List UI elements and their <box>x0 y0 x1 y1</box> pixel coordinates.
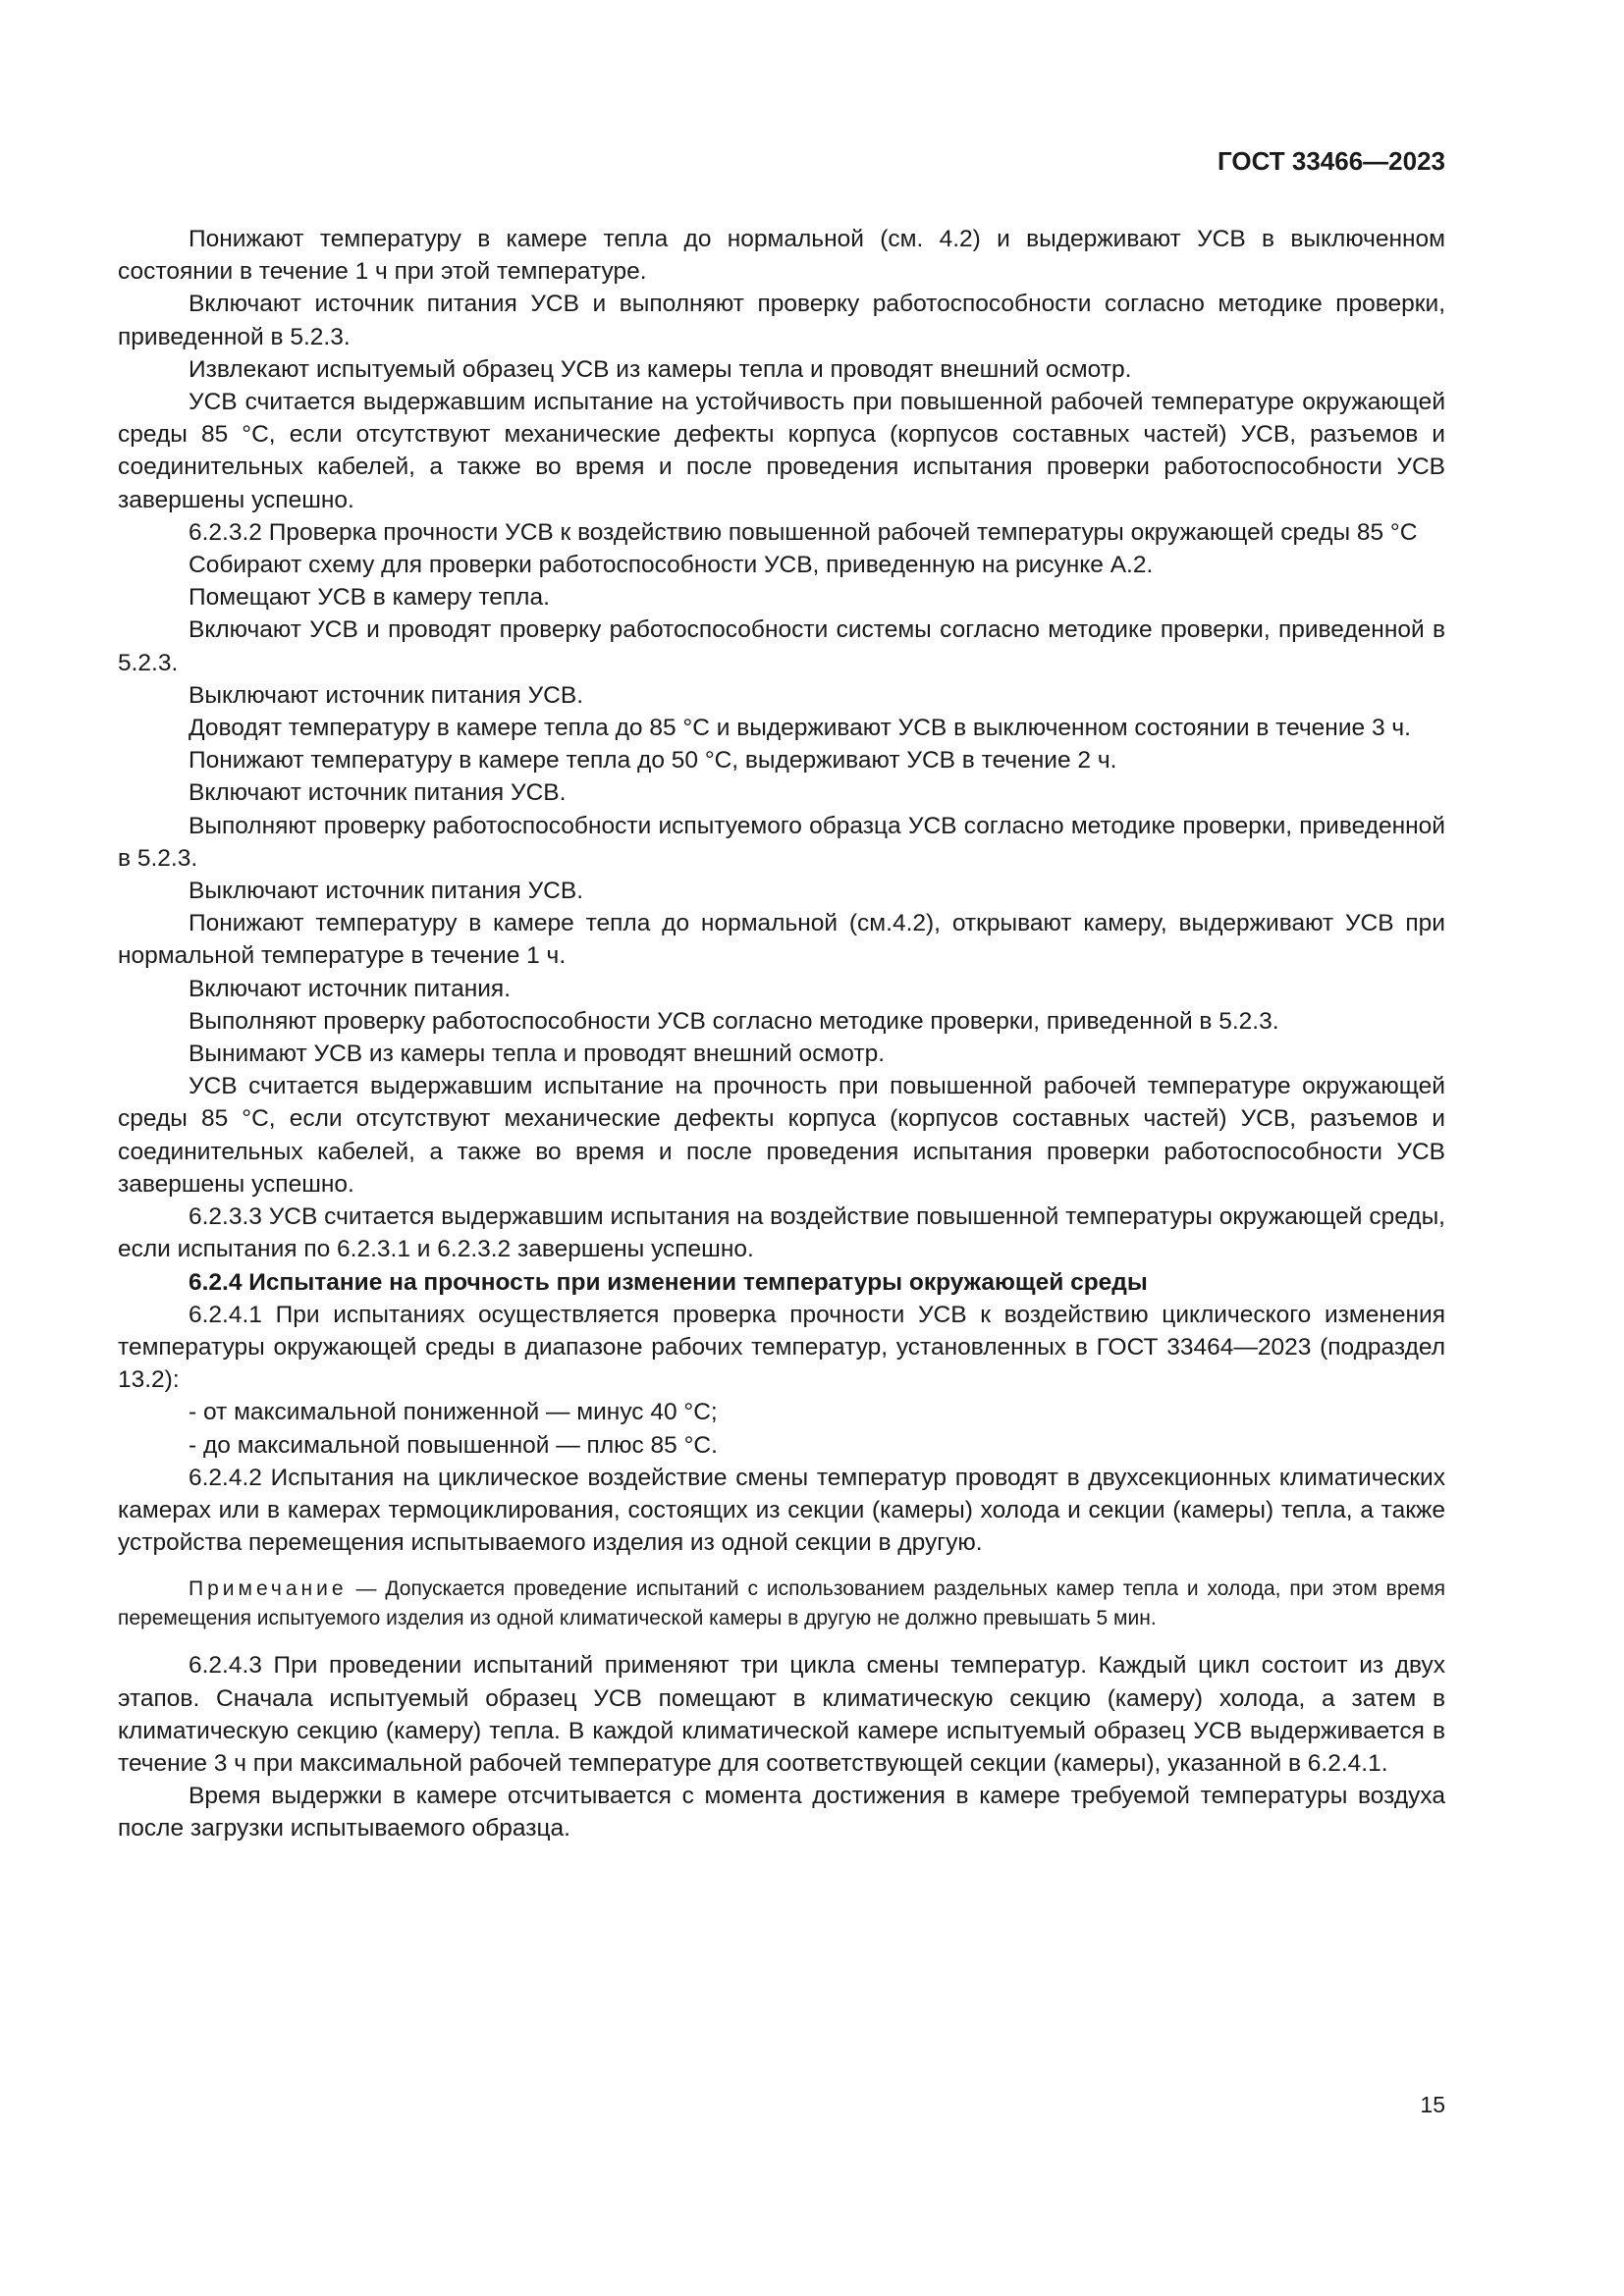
list-item-max-temp: - до максимальной повышенной — плюс 85 °С. <box>189 1431 718 1459</box>
paragraph-strength-criterion: УСВ считается выдержавшим испытание на прочность при повышенной рабочей температуре окружающей среды 85 °С, если отсутствуют механические дефекты корпуса (корпусов составных частей) УСВ, разъемов и соединительных кабелей, а также во время и после проведения испытания проверки работоспособности УСВ завершены успешно. <box>118 1073 1445 1198</box>
clause-6-2-4-2: 6.2.4.2 Испытания на циклическое воздействие смены температур проводят в двухсекционных климатических камерах или в камерах термоциклирования, состоящих из секции (камеры) холода и секции (камеры) тепла, а также устройства перемещения испытываемого изделия из одной секции в другую. <box>118 1464 1445 1557</box>
clause-6-2-3-3: 6.2.3.3 УСВ считается выдержавшим испытания на воздействие повышенной температуры окружающей среды, если испытания по 6.2.3.1 и 6.2.3.2 завершены успешно. <box>118 1203 1445 1263</box>
paragraph-open-chamber: Понижают температуру в камере тепла до нормальной (см.4.2), открывают камеру, выдерживают УСВ при нормальной температуре в течение 1 ч. <box>118 910 1445 970</box>
clause-6-2-4-3: 6.2.4.3 При проведении испытаний применяют три цикла смены температур. Каждый цикл состоит из двух этапов. Сначала испытуемый образец УСВ помещают в климатическую секцию (камеру) холода, а затем в климатическую секцию (камеру) тепла. В каждой климатической камере испытуемый образец УСВ выдерживается в течение 3 ч при максимальной рабочей температуре для соответствующей секции (камеры), указанной в 6.2.4.1. <box>118 1652 1445 1777</box>
paragraph-place-in-chamber: Помещают УСВ в камеру тепла. <box>189 584 550 612</box>
paragraph-remove-inspect: Вынимают УСВ из камеры тепла и проводят внешний осмотр. <box>189 1041 886 1068</box>
note-block <box>118 1575 1445 1633</box>
paragraph-power-on-system-check: Включают УСВ и проводят проверку работоспособности системы согласно методике проверки, приведенной в 5.2.3. <box>118 616 1445 676</box>
note-label: Примечание <box>189 1577 348 1601</box>
list-item-min-temp: - от максимальной пониженной — минус 40 °С; <box>189 1399 718 1426</box>
paragraph-heat-to-85: Доводят температуру в камере тепла до 85 °С и выдерживают УСВ в выключенном состоянии в течение 3 ч. <box>189 715 1411 742</box>
paragraph-sample-check: Выполняют проверку работоспособности испытуемого образца УСВ согласно методике проверки, приведенной в 5.2.3. <box>118 812 1445 872</box>
paragraph-assemble-scheme: Собирают схему для проверки работоспособности УСВ, приведенную на рисунке А.2. <box>189 552 1154 579</box>
paragraph-hold-time: Время выдержки в камере отсчитывается с момента достижения в камере требуемой температуры воздуха после загрузки испытываемого образца. <box>118 1783 1445 1842</box>
paragraph-cool-to-50: Понижают температуру в камере тепла до 50 °С, выдерживают УСВ в течение 2 ч. <box>189 747 1117 774</box>
paragraph-power-on-check: Включают источник питания УСВ и выполняют проверку работоспособности согласно методике проверки, приведенной в 5.2.3. <box>118 291 1445 350</box>
document-body <box>118 223 1445 1845</box>
paragraph-power-off-1: Выключают источник питания УСВ. <box>189 681 584 709</box>
standard-designation: ГОСТ 33466—2023 <box>1218 146 1445 176</box>
paragraph-power-on-2: Включают источник питания УСВ. <box>189 779 567 807</box>
paragraph-power-on-3: Включают источник питания. <box>189 975 512 1002</box>
paragraph-final-check: Выполняют проверку работоспособности УСВ согласно методике проверки, приведенной в 5.2.3. <box>189 1007 1279 1035</box>
page-number: 15 <box>1420 2092 1445 2117</box>
paragraph-remove-sample: Извлекают испытуемый образец УСВ из камеры тепла и проводят внешний осмотр. <box>189 355 1132 383</box>
paragraph-stability-criterion: УСВ считается выдержавшим испытание на устойчивость при повышенной рабочей температуре окружающей среды 85 °С, если отсутствуют механические дефекты корпуса (корпусов составных частей) УСВ, разъемов и соединительных кабелей, а также во время и после проведения испытания проверки работоспособности УСВ завершены успешно. <box>118 389 1445 513</box>
clause-6-2-3-2: 6.2.3.2 Проверка прочности УСВ к воздействию повышенной рабочей температуры окружающей среды 85 °С <box>189 518 1418 546</box>
section-heading-6-2-4: 6.2.4 Испытание на прочность при изменении температуры окружающей среды <box>189 1268 1148 1296</box>
paragraph-cool-to-normal: Понижают температуру в камере тепла до нормальной (см. 4.2) и выдерживают УСВ в выключенном состоянии в течение 1 ч при этой температуре. <box>118 226 1445 286</box>
clause-6-2-4-1: 6.2.4.1 При испытаниях осуществляется проверка прочности УСВ к воздействию циклического изменения температуры окружающей среды в диапазоне рабочих температур, установленных в ГОСТ 33464—2023 (подраздел 13.2): <box>118 1301 1445 1394</box>
paragraph-power-off-2: Выключают источник питания УСВ. <box>189 878 584 905</box>
note-text: — Допускается проведение испытаний с использованием раздельных камер тепла и холода, при этом время перемещения испытуемого изделия из одной климатической камеры в другую не должно превышать 5 мин. <box>118 1577 1445 1630</box>
